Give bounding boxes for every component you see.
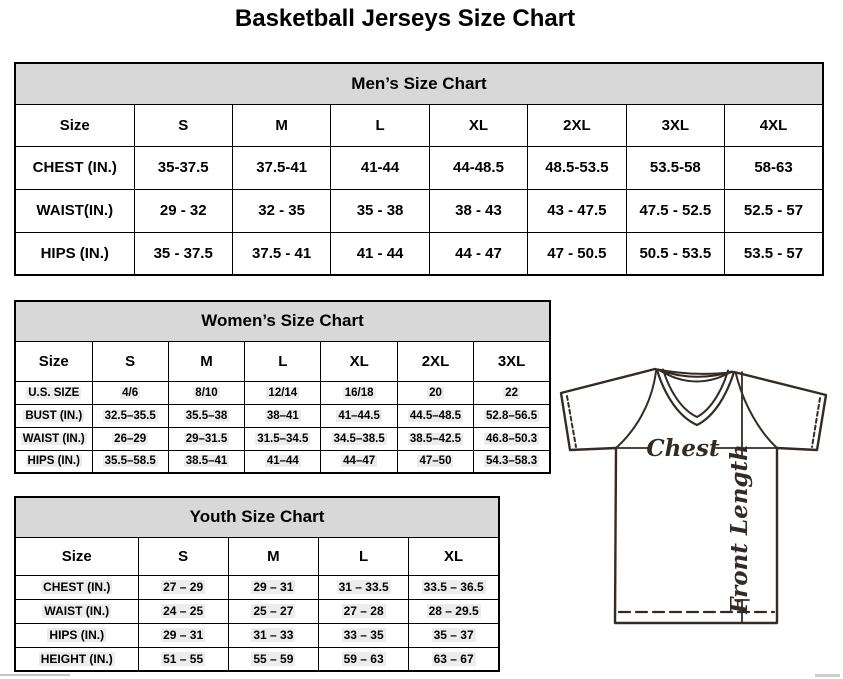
table-row [15,146,823,189]
column-header: XL [321,341,397,381]
cell-text: 41–44.5 [338,409,380,422]
cell: 53.5-58 [626,146,724,189]
cell-text: HEIGHT (IN.) [40,651,113,666]
cell-text: 35.5–38 [185,409,228,422]
cell-text: 55 – 59 [253,651,294,666]
cell [228,575,318,599]
cell [168,427,244,450]
column-header: 3XL [626,104,724,146]
womens-table-title: Women’s Size Chart [15,301,550,341]
cell [474,427,550,450]
cell: 41-44 [331,146,429,189]
cell-text: HIPS (IN.) [27,455,80,468]
table-row [15,647,499,671]
cell: 48.5-53.5 [528,146,626,189]
column-header: Size [15,104,134,146]
cell-text: 28 – 29.5 [428,604,479,618]
cell [409,575,499,599]
cell [474,450,550,473]
column-header: 4XL [725,104,823,146]
row-label [15,647,138,671]
cell: 47.5 - 52.5 [626,189,724,232]
cell-text: 16/18 [344,386,374,399]
cell: 35-37.5 [134,146,232,189]
cell [92,427,168,450]
cell-text: 24 – 25 [163,604,204,618]
cell [409,599,499,623]
youth-size-table [14,496,500,672]
cell-text: 31.5–34.5 [257,432,309,445]
table-row [15,575,499,599]
cell-text: 44.5–48.5 [409,409,462,422]
cell-text: 27 – 28 [343,604,384,618]
cell: 35 - 37.5 [134,232,232,275]
mens-table-title-row [15,63,823,104]
cell: 32 - 35 [232,189,330,232]
jersey-right-sleeve [734,372,826,450]
mens-table-title: Men’s Size Chart [15,63,823,104]
cell [138,647,228,671]
cell [138,575,228,599]
table-row [15,232,823,275]
column-header: Size [15,341,92,381]
cell-text: 52.8–56.5 [485,409,538,422]
womens-header-row [15,341,550,381]
cell [228,623,318,647]
youth-table-title-row [15,497,499,537]
cell-text: 20 [429,386,442,399]
cell [92,381,168,404]
cell [397,381,473,404]
cell-text: BUST (IN.) [25,409,83,422]
column-header: S [134,104,232,146]
cell-text: 47–50 [419,455,452,468]
cell [138,599,228,623]
jersey-measurement-diagram [556,362,836,668]
cell-text: 35 – 37 [433,628,474,642]
front-length-label: Front Length [726,444,753,614]
cell: 58-63 [725,146,823,189]
row-label: WAIST(IN.) [15,189,134,232]
column-header: 2XL [397,341,473,381]
mens-header-row [15,104,823,146]
column-header: M [228,537,318,575]
cell [168,450,244,473]
cell: 37.5-41 [232,146,330,189]
table-row [15,381,550,404]
cell-text: WAIST (IN.) [22,432,85,445]
cell [321,450,397,473]
column-header: M [168,341,244,381]
cell [138,623,228,647]
chest-label: Chest [646,435,720,462]
womens-table-title-row [15,301,550,341]
column-header: XL [429,104,527,146]
page-title: Basketball Jerseys Size Chart [234,5,576,32]
cell-text: 31 – 33 [253,628,294,642]
cell-text: 31 – 33.5 [338,580,389,594]
cell-text: 35.5–58.5 [104,455,156,468]
cell [92,450,168,473]
cell-text: 59 – 63 [343,651,384,666]
cell [474,404,550,427]
cell [319,647,409,671]
cell-text: 26–29 [114,432,147,445]
cell-text: 44–47 [343,455,376,468]
cell [168,404,244,427]
column-header: XL [409,537,499,575]
cell [319,575,409,599]
table-row [15,623,499,647]
row-label: CHEST (IN.) [15,146,134,189]
column-header: L [331,104,429,146]
cell-text: 38.5–42.5 [409,432,462,445]
cell [168,381,244,404]
cell [321,427,397,450]
row-label [15,623,138,647]
row-label [15,381,92,404]
column-header: M [232,104,330,146]
cell [245,381,321,404]
cell-text: 46.8–50.3 [485,432,538,445]
cell [409,623,499,647]
cell [319,599,409,623]
cropped-element-fragment [0,674,70,676]
column-header: S [92,341,168,381]
cell: 44 - 47 [429,232,527,275]
cell: 44-48.5 [429,146,527,189]
cell: 53.5 - 57 [725,232,823,275]
cell [319,623,409,647]
cell [397,404,473,427]
cell-text: U.S. SIZE [28,386,80,399]
cell: 35 - 38 [331,189,429,232]
cell [321,404,397,427]
cell [245,427,321,450]
cell [245,404,321,427]
cell-text: 54.3–58.3 [485,455,538,468]
cell [228,599,318,623]
cell: 37.5 - 41 [232,232,330,275]
cell-text: 29–31.5 [185,432,228,445]
row-label [15,575,138,599]
cell-text: 34.5–38.5 [333,432,385,445]
row-label: HIPS (IN.) [15,232,134,275]
cell-text: 27 – 29 [163,580,204,594]
cell: 50.5 - 53.5 [626,232,724,275]
table-row [15,450,550,473]
column-header: L [319,537,409,575]
cell-text: 33 – 35 [343,628,384,642]
mens-size-table [14,62,824,276]
cell-text: 25 – 27 [253,604,294,618]
cell-text: 22 [505,386,518,399]
cell: 47 - 50.5 [528,232,626,275]
cell [321,381,397,404]
cell: 52.5 - 57 [725,189,823,232]
cell [397,427,473,450]
cell [245,450,321,473]
cell-text: HIPS (IN.) [49,628,105,642]
cell-text: WAIST (IN.) [44,604,110,618]
cell [474,381,550,404]
table-row [15,404,550,427]
row-label [15,427,92,450]
row-label [15,404,92,427]
cell-text: 38.5–41 [185,455,228,468]
cell-text: 41–44 [266,455,299,468]
cell: 41 - 44 [331,232,429,275]
column-header: 2XL [528,104,626,146]
cell [397,450,473,473]
cell-text: 29 – 31 [253,580,294,594]
cell-text: 38–41 [266,409,299,422]
cropped-element-fragment [815,674,840,677]
youth-header-row [15,537,499,575]
cell-text: 63 – 67 [433,651,474,666]
cell-text: 4/6 [122,386,139,399]
cell-text: 33.5 – 36.5 [423,580,484,594]
column-header: S [138,537,228,575]
table-row [15,189,823,232]
youth-table-title: Youth Size Chart [15,497,499,537]
row-label [15,450,92,473]
column-header: Size [15,537,138,575]
cell: 29 - 32 [134,189,232,232]
cell-text: 29 – 31 [163,628,204,642]
cell-text: 32.5–35.5 [104,409,156,422]
column-header: L [245,341,321,381]
cell-text: CHEST (IN.) [43,580,111,594]
cell-text: 12/14 [268,386,298,399]
column-header: 3XL [474,341,550,381]
cell-text: 8/10 [195,386,218,399]
cell [409,647,499,671]
cell-text: 51 – 55 [163,651,204,666]
womens-size-table [14,300,551,474]
cell [228,647,318,671]
cell: 43 - 47.5 [528,189,626,232]
cell [92,404,168,427]
table-row [15,427,550,450]
table-row [15,599,499,623]
row-label [15,599,138,623]
cell: 38 - 43 [429,189,527,232]
